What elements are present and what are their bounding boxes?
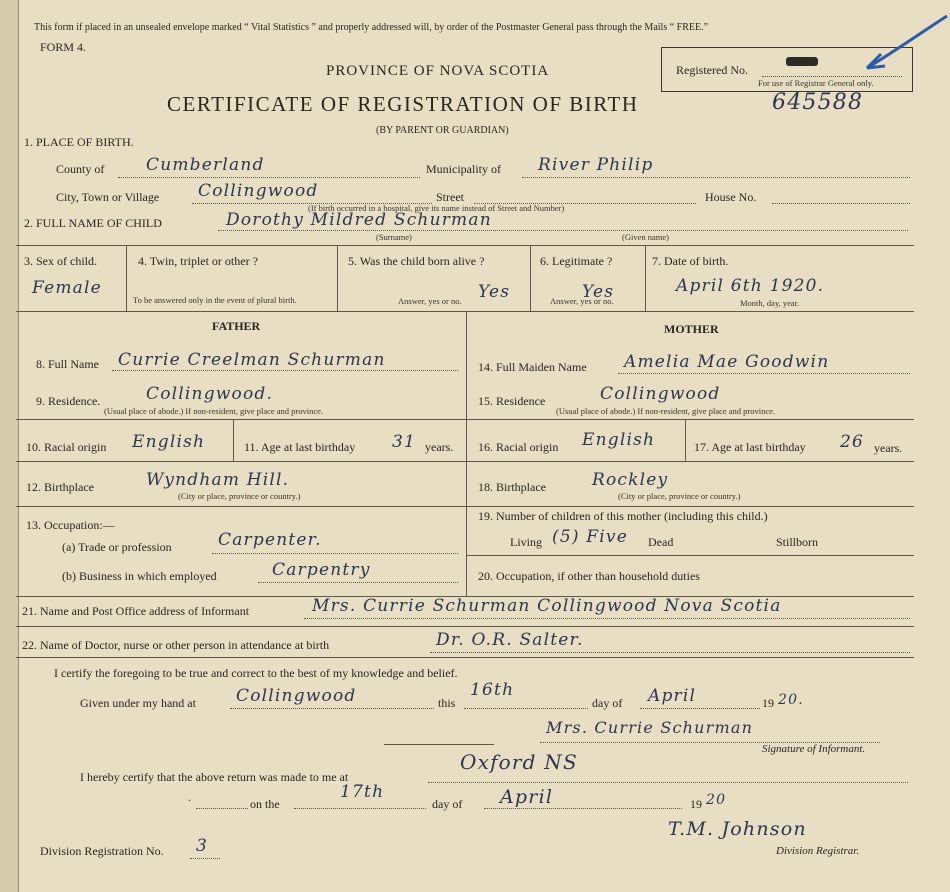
mother-residence-value: Collingwood (600, 384, 721, 404)
date-value: April 6th 1920. (676, 276, 825, 296)
father-name-label: 8. Full Name (36, 357, 99, 371)
business-line (258, 582, 458, 583)
parents-divider (466, 311, 467, 596)
surname-note: (Surname) (376, 232, 412, 242)
on-the-line-a (196, 808, 248, 809)
mother-birthplace-note: (City or place, province or country.) (618, 491, 741, 501)
mother-living-value: (5) Five (552, 527, 628, 547)
page-subtitle: (BY PARENT OR GUARDIAN) (376, 125, 509, 136)
given-place-line (230, 708, 434, 709)
father-business-label: (b) Business in which employed (62, 569, 217, 583)
rule (466, 419, 914, 420)
legit-note: Answer, yes or no. (550, 296, 614, 306)
trade-line (212, 553, 458, 554)
mail-notice: This form if placed in an unsealed envelope marked “ Vital Statistics ” and properly addressed will, by order of the Postmaster General pass through the Mails “ FREE.” (34, 22, 709, 33)
mother-racial-value: English (582, 430, 656, 450)
rule-certification-top (16, 657, 914, 658)
child-name-line (218, 230, 908, 231)
mother-residence-label: 15. Residence (478, 394, 546, 408)
mother-birthplace-label: 18. Birthplace (478, 480, 546, 494)
certify-text: I certify the foregoing to be true and correct to the best of my knowledge and belief. (54, 666, 458, 680)
registered-label: Registered No. (676, 63, 748, 77)
short-rule (384, 744, 494, 745)
twin-note: To be answered only in the event of plural birth. (133, 295, 297, 305)
rule (16, 626, 914, 627)
municipality-line (522, 177, 910, 178)
signature-label: Signature of Informant. (762, 743, 866, 755)
on-the-label: on the (250, 797, 280, 811)
date-note: Month, day, year. (740, 298, 800, 308)
mother-residence-note: (Usual place of abode.) If non-resident, give place and province. (556, 406, 776, 416)
informant-value: Mrs. Currie Schurman Collingwood Nova Scotia (312, 596, 782, 616)
father-birthplace-value: Wyndham Hill. (146, 470, 290, 490)
mother-racial-label: 16. Racial origin (478, 440, 559, 454)
rule (466, 555, 914, 556)
mother-name-value: Amelia Mae Goodwin (624, 352, 830, 372)
divider (645, 245, 646, 311)
house-line (772, 203, 910, 204)
day-value: 16th (470, 680, 515, 700)
certificate-number: 645588 (772, 90, 864, 115)
father-years: years. (425, 440, 454, 454)
return-day-of: day of (432, 797, 463, 811)
father-age-label: 11. Age at last birthday (244, 440, 356, 454)
return-year-prefix: 19 (690, 797, 702, 811)
county-line (118, 177, 420, 178)
doctor-label: 22. Name of Doctor, nurse or other person in attendance at birth (22, 638, 330, 652)
division-line (190, 858, 220, 859)
place-section: 1. PLACE OF BIRTH. (24, 135, 134, 149)
municipality-value: River Philip (538, 155, 654, 175)
day-of-label: day of (592, 696, 623, 710)
return-place: Oxford NS (460, 750, 578, 774)
month-value: April (648, 686, 697, 706)
divider (126, 245, 127, 311)
alive-label: 5. Was the child born alive ? (348, 254, 485, 268)
mother-stillborn-label: Stillborn (776, 535, 819, 549)
mother-age-value: 26 (840, 432, 865, 452)
father-trade-label: (a) Trade or profession (62, 540, 172, 554)
father-residence-value: Collingwood. (146, 384, 274, 404)
father-heading: FATHER (212, 319, 261, 333)
this-label: this (438, 696, 456, 710)
father-birthplace-label: 12. Birthplace (26, 480, 94, 494)
registrar-label: Division Registrar. (776, 845, 860, 857)
county-label: County of (56, 162, 105, 176)
divider (530, 245, 531, 311)
street-label: Street (436, 190, 464, 204)
city-value: Collingwood (198, 181, 319, 201)
province-title: PROVINCE OF NOVA SCOTIA (326, 63, 550, 79)
return-month-line (484, 808, 682, 809)
given-note: (Given name) (622, 232, 669, 242)
father-trade-value: Carpenter. (218, 530, 322, 550)
informant-label: 21. Name and Post Office address of Informant (22, 604, 250, 618)
mother-heading: MOTHER (664, 322, 719, 336)
mother-name-line (618, 373, 910, 374)
division-label: Division Registration No. (40, 844, 164, 858)
return-day-line (294, 808, 426, 809)
year-value: 20. (778, 692, 804, 708)
twin-label: 4. Twin, triplet or other ? (138, 254, 258, 268)
page-spine (0, 0, 19, 892)
divider (685, 419, 686, 461)
alive-note: Answer, yes or no. (398, 296, 462, 306)
county-value: Cumberland (146, 155, 265, 175)
division-number: 3 (196, 836, 209, 856)
divider (233, 419, 234, 461)
legit-value: Yes (582, 282, 615, 302)
mother-age-label: 17. Age at last birthday (694, 440, 806, 454)
father-residence-note: (Usual place of abode.) If non-resident, give place and province. (104, 406, 324, 416)
child-name-value: Dorothy Mildred Schurman (226, 210, 492, 230)
page-title: CERTIFICATE OF REGISTRATION OF BIRTH (167, 92, 639, 116)
return-day: 17th (340, 782, 385, 802)
house-label: House No. (705, 190, 757, 204)
doctor-value: Dr. O.R. Salter. (436, 630, 584, 650)
date-label: 7. Date of birth. (652, 254, 729, 268)
return-place-line (428, 782, 908, 783)
rule-child-top (16, 245, 914, 246)
divider (337, 245, 338, 311)
father-racial-value: English (132, 432, 206, 452)
father-name-value: Currie Creelman Schurman (118, 350, 386, 370)
rule (16, 461, 466, 462)
hospital-note: (If birth occurred in a hospital, give its name instead of Street and Number) (308, 203, 565, 213)
rule-parents-top (16, 311, 914, 312)
rule (466, 461, 914, 462)
registrar-note: For use of Registrar General only. (758, 78, 874, 88)
given-label: Given under my hand at (80, 696, 196, 710)
rule (16, 419, 466, 420)
father-age-value: 31 (392, 432, 417, 452)
informant-line (304, 618, 910, 619)
mother-living-label: Living (510, 535, 542, 549)
day-line (464, 708, 588, 709)
return-text: I hereby certify that the above return was made to me at (80, 770, 349, 784)
child-name-label: 2. FULL NAME OF CHILD (24, 216, 162, 230)
return-year: 20 (706, 792, 727, 808)
mother-occupation-label: 20. Occupation, if other than household duties (478, 569, 700, 583)
form-number: FORM 4. (40, 40, 87, 54)
legit-label: 6. Legitimate ? (540, 254, 613, 268)
dot-mark: . (188, 790, 191, 804)
city-label: City, Town or Village (56, 190, 160, 204)
father-occupation-label: 13. Occupation:— (26, 518, 115, 532)
mother-children-label: 19. Number of children of this mother (including this child.) (478, 509, 768, 523)
alive-value: Yes (478, 282, 511, 302)
father-birthplace-note: (City or place, province or country.) (178, 491, 301, 501)
father-racial-label: 10. Racial origin (26, 440, 107, 454)
return-month: April (500, 786, 554, 808)
father-business-value: Carpentry (272, 560, 371, 580)
sex-label: 3. Sex of child. (24, 254, 97, 268)
informant-signature: Mrs. Currie Schurman (546, 718, 754, 737)
rule (16, 506, 466, 507)
ink-blot (786, 57, 818, 66)
doctor-line (430, 652, 910, 653)
municipality-label: Municipality of (426, 162, 501, 176)
father-name-line (112, 370, 458, 371)
mother-birthplace-value: Rockley (592, 470, 669, 490)
mother-name-label: 14. Full Maiden Name (478, 360, 587, 374)
mother-dead-label: Dead (648, 535, 674, 549)
rule (466, 506, 914, 507)
father-residence-label: 9. Residence. (36, 394, 101, 408)
month-line (640, 708, 760, 709)
given-place: Collingwood (236, 686, 357, 706)
year-prefix: 19 (762, 696, 774, 710)
registrar-signature: T.M. Johnson (668, 818, 807, 840)
ink-arrow-icon (855, 8, 950, 78)
mother-years: years. (874, 441, 903, 455)
sex-value: Female (32, 278, 102, 298)
